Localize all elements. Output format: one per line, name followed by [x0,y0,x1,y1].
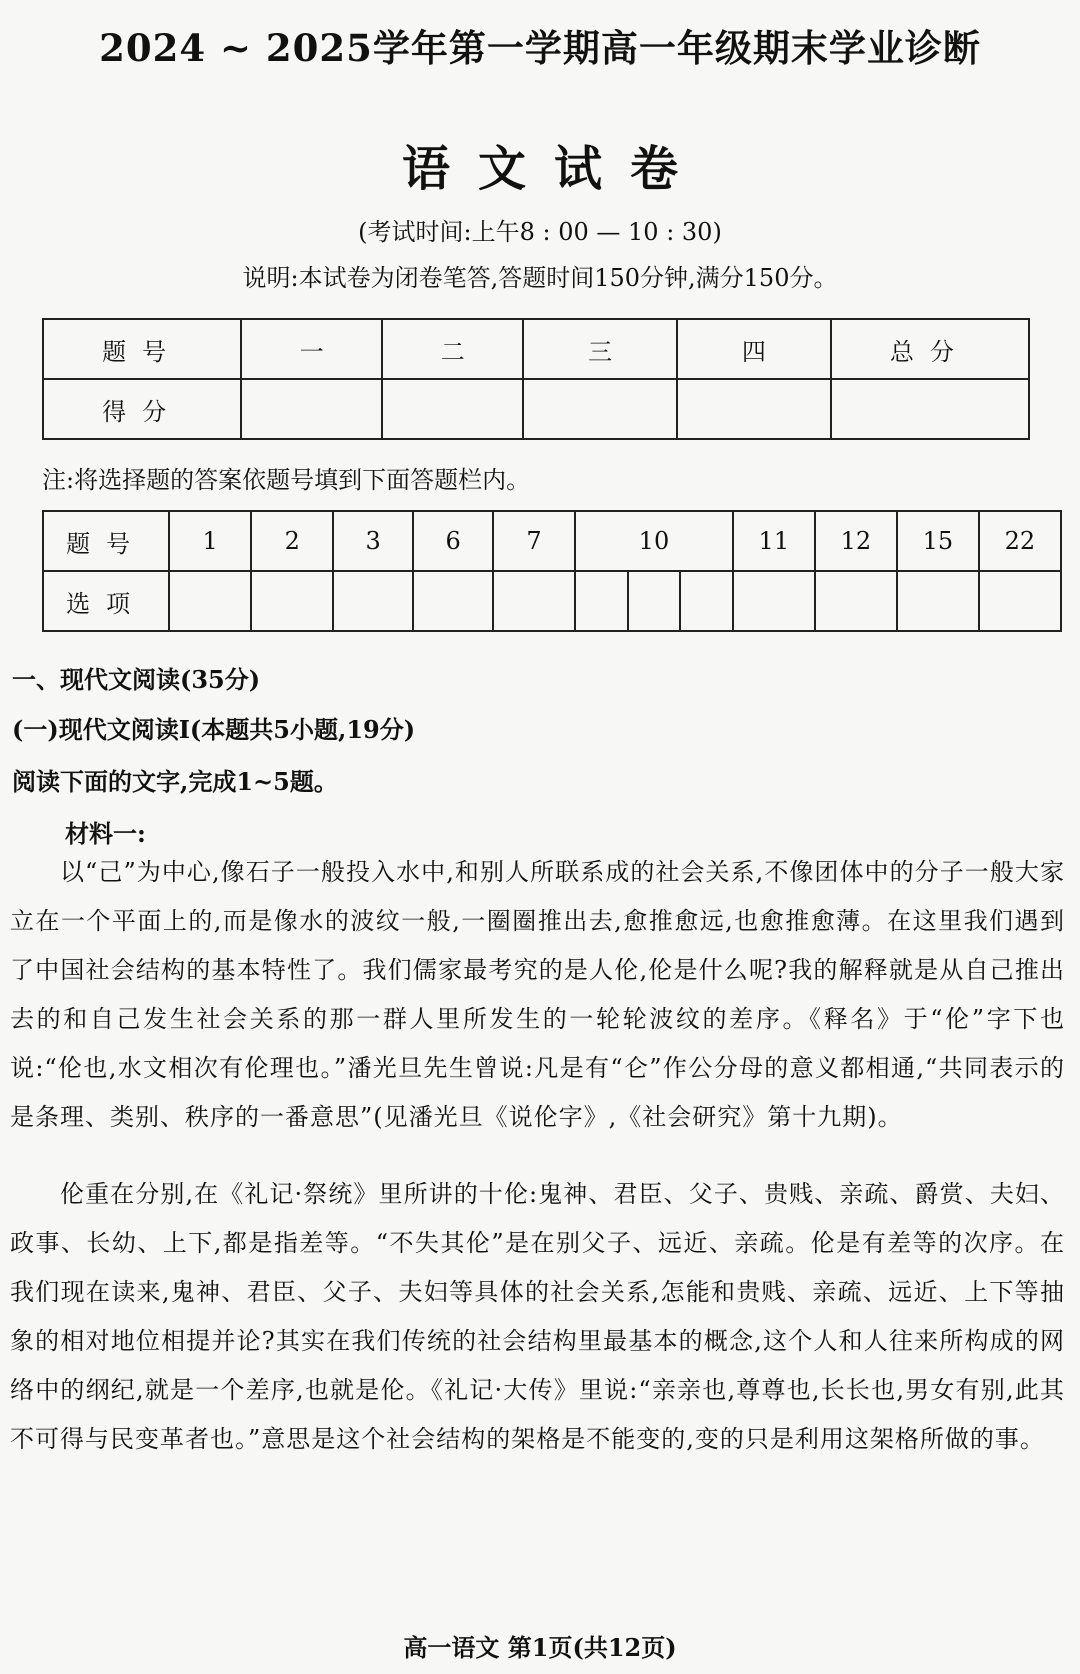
answer-cell[interactable] [897,571,979,631]
subsection-heading: (一)现代文阅读Ⅰ(本题共5小题,19分) [12,715,416,744]
answer-cell[interactable] [979,571,1061,631]
score-cell-1[interactable] [241,379,382,439]
answer-table [42,510,1062,632]
page-footer: 高一语文 第1页(共12页) [403,1633,677,1662]
answer-cell[interactable] [251,571,333,631]
answer-q-11: 11 [733,511,815,571]
answer-cell[interactable] [169,571,251,631]
reading-instruction: 阅读下面的文字,完成1~5题。 [12,767,338,796]
answer-cell[interactable] [815,571,897,631]
exam-instructions: 说明:本试卷为闭卷笔答,答题时间150分钟,满分150分。 [242,264,838,292]
score-col-1: 一 [241,319,382,379]
score-table [42,318,1030,440]
score-value-row [43,379,1029,439]
answer-q-7: 7 [493,511,575,571]
answer-option-row [43,571,1061,631]
answer-row-label: 题号 [43,511,169,571]
score-cell-3[interactable] [523,379,677,439]
answer-cell[interactable] [733,571,815,631]
score-col-4: 四 [677,319,831,379]
answer-q-2: 2 [251,511,333,571]
score-value-label: 得分 [43,379,241,439]
answer-q-3: 3 [333,511,413,571]
answer-q-10: 10 [575,511,733,571]
material-label: 材料一: [65,819,146,848]
exam-time: (考试时间:上午8 : 00 — 10 : 30) [358,218,722,246]
passage-paragraph-2: 伦重在分别,在《礼记·祭统》里所讲的十伦:鬼神、君臣、父子、贵贱、亲疏、爵赏、夫妇、政事、长幼、上下,都是指差等。“不失其伦”是在别父子、远近、亲疏。伦是有差等的次序。在我们现在读来,鬼神、君臣、父子、夫妇等具体的社会关系,怎能和贵贱、亲疏、远近、上下等抽象的相对地位相提并论?其实在我们传统的社会结构里最基本的概念,这个人和人往来所构成的网络中的纲纪,就是一个差序,也就是伦。《礼记·大传》里说:“亲亲也,尊尊也,长长也,男女有别,此其不可得与民变革者也。”意思是这个社会结构的架格是不能变的,变的只是利用这架格所做的事。 [10,1180,1065,1453]
answer-note: 注:将选择题的答案依题号填到下面答题栏内。 [42,466,531,494]
answer-cell[interactable] [333,571,413,631]
answer-header-row [43,511,1061,571]
answer-cell[interactable] [575,571,628,631]
answer-q-1: 1 [169,511,251,571]
score-cell-4[interactable] [677,379,831,439]
answer-cell[interactable] [413,571,493,631]
score-col-2: 二 [382,319,523,379]
score-col-3: 三 [523,319,677,379]
passage-paragraph-1: 以“己”为中心,像石子一般投入水中,和别人所联系成的社会关系,不像团体中的分子一般大家立在一个平面上的,而是像水的波纹一般,一圈圈推出去,愈推愈远,也愈推愈薄。在这里我们遇到了中国社会结构的基本特性了。我们儒家最考究的是人伦,伦是什么呢?我的解释就是从自己推出去的和自己发生社会关系的那一群人里所发生的一轮轮波纹的差序。《释名》于“伦”字下也说:“伦也,水文相次有伦理也。”潘光旦先生曾说:凡是有“仑”作公分母的意义都相通,“共同表示的是条理、类别、秩序的一番意思”(见潘光旦《说伦字》,《社会研究》第十九期)。 [10,858,1065,1131]
score-row-label: 题号 [43,319,241,379]
score-cell-2[interactable] [382,379,523,439]
answer-cell[interactable] [628,571,681,631]
subject-title: 语文试卷 [401,141,706,197]
score-col-total: 总分 [831,319,1029,379]
answer-q-22: 22 [979,511,1061,571]
exam-header: 2024 ~ 2025学年第一学期高一年级期末学业诊断 [99,26,981,70]
answer-cell[interactable] [680,571,733,631]
answer-option-label: 选项 [43,571,169,631]
score-header-row [43,319,1029,379]
section-heading: 一、现代文阅读(35分) [12,665,261,694]
answer-q-12: 12 [815,511,897,571]
answer-cell[interactable] [493,571,575,631]
answer-q-6: 6 [413,511,493,571]
answer-q-15: 15 [897,511,979,571]
score-cell-total[interactable] [831,379,1029,439]
